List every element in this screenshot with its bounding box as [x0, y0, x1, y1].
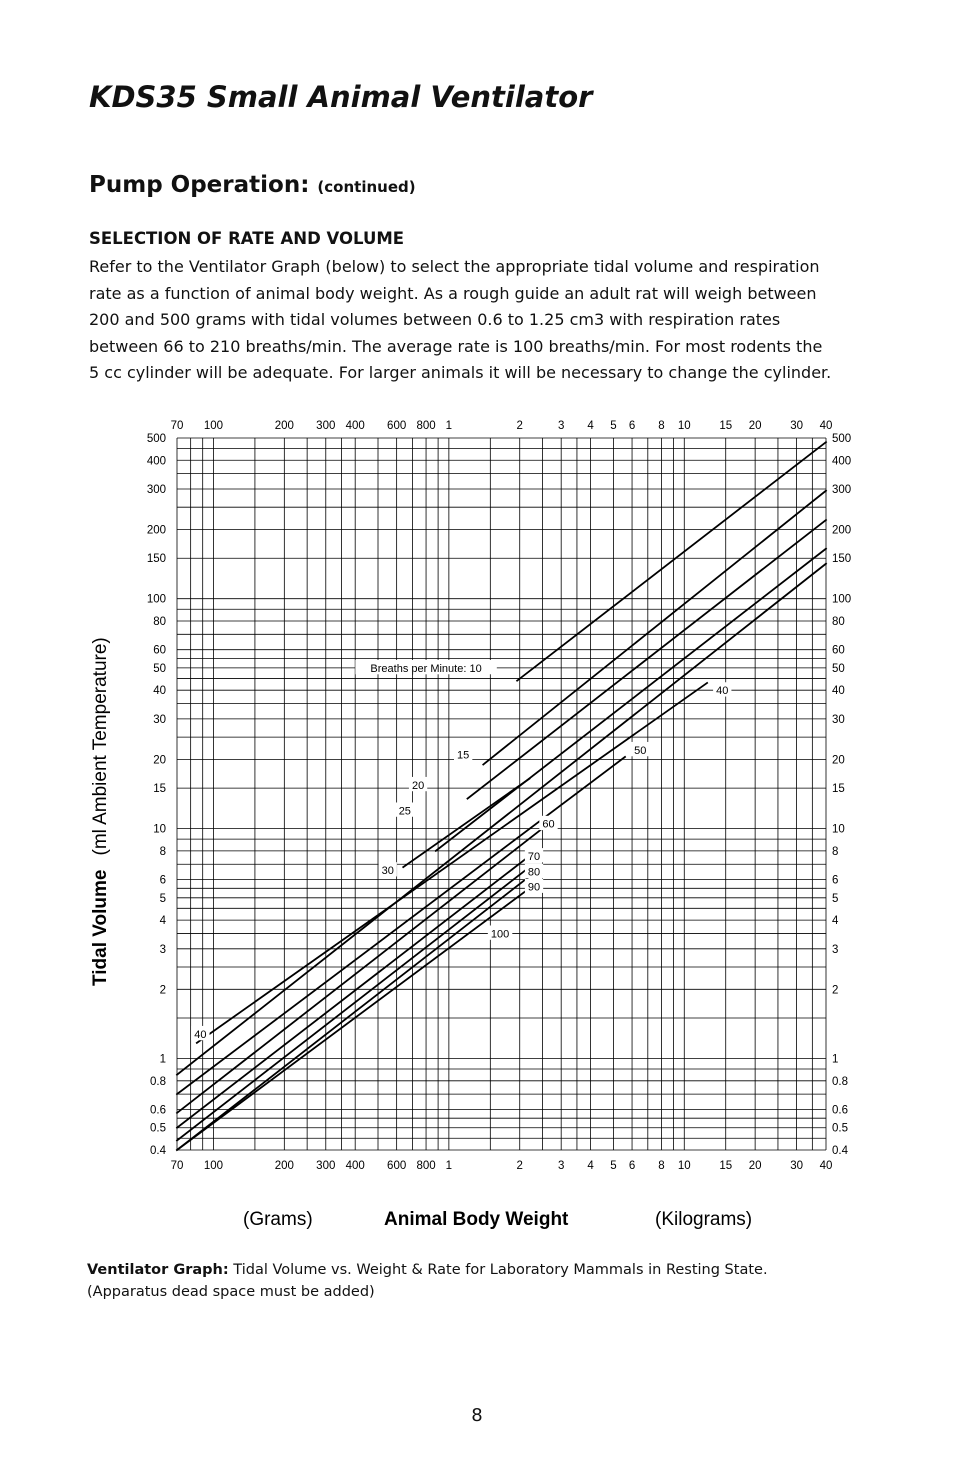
y-tick-label-left: 0.4 — [150, 1145, 166, 1157]
rate-line-60 — [177, 824, 549, 1113]
y-tick-label-left: 100 — [146, 593, 166, 606]
x-axis-label-grams: (Grams) — [243, 1209, 313, 1230]
y-tick-label-right: 0.5 — [832, 1122, 848, 1135]
x-tick-label: 3 — [557, 1160, 565, 1172]
rate-line-70 — [177, 856, 529, 1128]
y-tick-label-right: 50 — [832, 662, 845, 675]
y-tick-label-left: 50 — [153, 662, 166, 675]
x-tick-label: 30 — [790, 420, 803, 432]
line-label: 100 — [490, 928, 510, 941]
x-axis-label-kilograms: (Kilograms) — [655, 1209, 753, 1230]
y-tick-label-right: 500 — [832, 433, 852, 445]
grid — [177, 438, 826, 1150]
y-tick-label-left: 3 — [159, 943, 166, 956]
y-tick-label-right: 40 — [832, 685, 845, 698]
y-tick-label-left: 1 — [159, 1053, 166, 1066]
x-tick-label: 600 — [387, 420, 407, 432]
x-tick-label: 3 — [557, 420, 565, 432]
x-tick-label: 200 — [274, 1160, 294, 1172]
y-tick-label-right: 5 — [832, 892, 839, 905]
paragraph-line: between 66 to 210 breaths/min. The average rate is 100 breaths/min. For most rodents the — [89, 336, 823, 356]
y-tick-label-left: 150 — [146, 553, 166, 566]
y-tick-label-left: 40 — [153, 685, 166, 698]
x-tick-label: 15 — [719, 1160, 733, 1172]
rate-line-40 — [177, 564, 826, 1075]
page-number: 8 — [471, 1405, 483, 1426]
x-tick-label: 2 — [516, 420, 523, 432]
x-tick-label: 15 — [719, 420, 733, 432]
y-tick-label-left: 5 — [159, 892, 166, 905]
section-title-suffix: (continued) — [317, 178, 416, 196]
rate-line-90 — [177, 876, 529, 1150]
y-tick-label-right: 60 — [832, 644, 845, 657]
x-tick-label: 6 — [628, 1160, 636, 1172]
paragraph-line: rate as a function of animal body weight. As a rough guide an adult rat will weigh between — [89, 283, 817, 303]
x-tick-label: 100 — [203, 420, 224, 432]
paragraph-line: 5 cc cylinder will be adequate. For larger animals it will be necessary to change the cylinder. — [89, 363, 832, 382]
y-tick-label-right: 20 — [832, 754, 845, 767]
line-label: 40 — [194, 1028, 207, 1041]
y-tick-label-left: 8 — [159, 845, 166, 858]
y-tick-label-right: 2 — [832, 984, 839, 997]
x-tick-label: 40 — [819, 420, 833, 432]
y-tick-label-right: 30 — [832, 713, 845, 726]
section-title-text: Pump Operation: — [89, 172, 310, 198]
line-label: 60 — [542, 818, 555, 831]
y-tick-label-left: 0.6 — [150, 1104, 166, 1117]
y-tick-label-right: 15 — [832, 783, 845, 796]
caption-line-2: (Apparatus dead space must be added) — [87, 1284, 375, 1300]
y-tick-label-right: 150 — [832, 553, 852, 566]
x-tick-label: 800 — [416, 420, 436, 432]
x-tick-label: 800 — [416, 1160, 436, 1172]
y-tick-label-left: 200 — [146, 524, 166, 537]
y-tick-label-right: 8 — [832, 845, 839, 858]
line-label: 70 — [527, 850, 541, 863]
x-tick-label: 5 — [610, 1160, 617, 1172]
tick-labels — [147, 420, 851, 1172]
y-tick-label-right: 4 — [832, 915, 839, 928]
x-tick-label: 5 — [610, 420, 617, 432]
x-axis-title: Animal Body Weight — [384, 1209, 569, 1230]
x-tick-label: 10 — [677, 420, 691, 432]
y-tick-label-right: 100 — [832, 593, 852, 606]
x-tick-label: 300 — [316, 1160, 336, 1172]
figure-caption — [87, 1259, 768, 1303]
x-tick-label: 30 — [790, 1160, 803, 1172]
x-tick-label: 40 — [819, 1160, 833, 1172]
x-tick-label: 2 — [516, 1160, 523, 1172]
line-label: 40 — [716, 685, 729, 698]
line-label: 50 — [634, 744, 647, 757]
x-tick-label: 600 — [387, 1160, 407, 1172]
x-tick-label: 70 — [170, 420, 184, 432]
y-tick-label-right: 300 — [832, 484, 852, 497]
y-tick-label-right: 3 — [832, 943, 839, 956]
y-axis-unit: (ml Ambient Temperature) — [90, 637, 111, 856]
y-tick-label-right: 6 — [832, 874, 839, 887]
x-tick-label: 4 — [587, 1160, 594, 1172]
x-tick-label: 400 — [345, 420, 365, 432]
y-tick-label-left: 15 — [153, 783, 166, 796]
line-label: 80 — [527, 866, 541, 879]
y-tick-label-right: 400 — [832, 455, 852, 468]
line-label: 25 — [398, 805, 411, 818]
y-tick-label-right: 0.4 — [832, 1145, 848, 1157]
subsection-title: SELECTION OF RATE AND VOLUME — [89, 229, 405, 248]
y-tick-label-left: 10 — [153, 823, 166, 836]
y-tick-label-right: 80 — [832, 615, 845, 628]
y-tick-label-left: 0.8 — [150, 1075, 166, 1088]
line-label: 90 — [527, 881, 541, 894]
x-tick-label: 1 — [445, 420, 453, 432]
y-tick-label-left: 300 — [146, 484, 166, 497]
x-tick-label: 100 — [203, 1160, 224, 1172]
x-tick-label: 8 — [658, 1160, 665, 1172]
document-title: KDS35 Small Animal Ventilator — [89, 80, 593, 114]
line-label: 20 — [411, 779, 425, 792]
caption-text: Tidal Volume vs. Weight & Rate for Laboratory Mammals in Resting State. — [233, 1262, 768, 1278]
y-tick-label-right: 200 — [832, 524, 852, 537]
x-tick-label: 8 — [658, 420, 665, 432]
line-label: 15 — [457, 749, 470, 762]
y-tick-label-left: 0.5 — [150, 1122, 166, 1135]
x-tick-label: 20 — [748, 420, 762, 432]
y-tick-label-left: 60 — [153, 644, 166, 657]
rate-line-15 — [483, 491, 826, 765]
x-tick-label: 1 — [445, 1160, 453, 1172]
y-tick-label-right: 1 — [832, 1053, 839, 1066]
x-tick-label: 70 — [170, 1160, 184, 1172]
x-tick-label: 300 — [316, 420, 336, 432]
paragraph-line: 200 and 500 grams with tidal volumes between 0.6 to 1.25 cm3 with respiration rates — [89, 310, 781, 329]
y-tick-label-left: 6 — [159, 874, 166, 887]
line-label: 30 — [381, 865, 394, 878]
x-tick-label: 6 — [628, 420, 636, 432]
y-tick-label-left: 20 — [153, 754, 166, 767]
x-tick-label: 200 — [274, 420, 294, 432]
caption-line-1 — [87, 1259, 768, 1281]
x-tick-label: 4 — [587, 420, 594, 432]
rate-lines — [177, 442, 826, 1150]
x-tick-label: 20 — [748, 1160, 762, 1172]
y-tick-label-left: 500 — [146, 433, 166, 445]
rate-line-10 — [517, 442, 826, 681]
y-tick-label-left: 30 — [153, 713, 166, 726]
y-axis-label — [90, 637, 111, 986]
paragraph-line: Refer to the Ventilator Graph (below) to select the appropriate tidal volume and respiration — [89, 257, 820, 276]
y-tick-label-left: 2 — [159, 984, 166, 997]
y-tick-label-right: 0.8 — [832, 1075, 848, 1088]
x-tick-label: 10 — [677, 1160, 691, 1172]
rate-line-20 — [468, 520, 826, 799]
y-tick-label-right: 10 — [832, 823, 845, 836]
rate-line-25 — [436, 549, 826, 851]
y-axis-title: Tidal Volume — [90, 869, 111, 986]
x-tick-label: 400 — [345, 1160, 365, 1172]
y-tick-label-left: 400 — [146, 455, 166, 468]
y-tick-label-right: 0.6 — [832, 1104, 848, 1117]
caption-label: Ventilator Graph: — [87, 1262, 229, 1278]
line-label: Breaths per Minute: 10 — [370, 662, 482, 675]
y-tick-label-left: 4 — [159, 915, 166, 928]
y-tick-label-left: 80 — [153, 615, 166, 628]
